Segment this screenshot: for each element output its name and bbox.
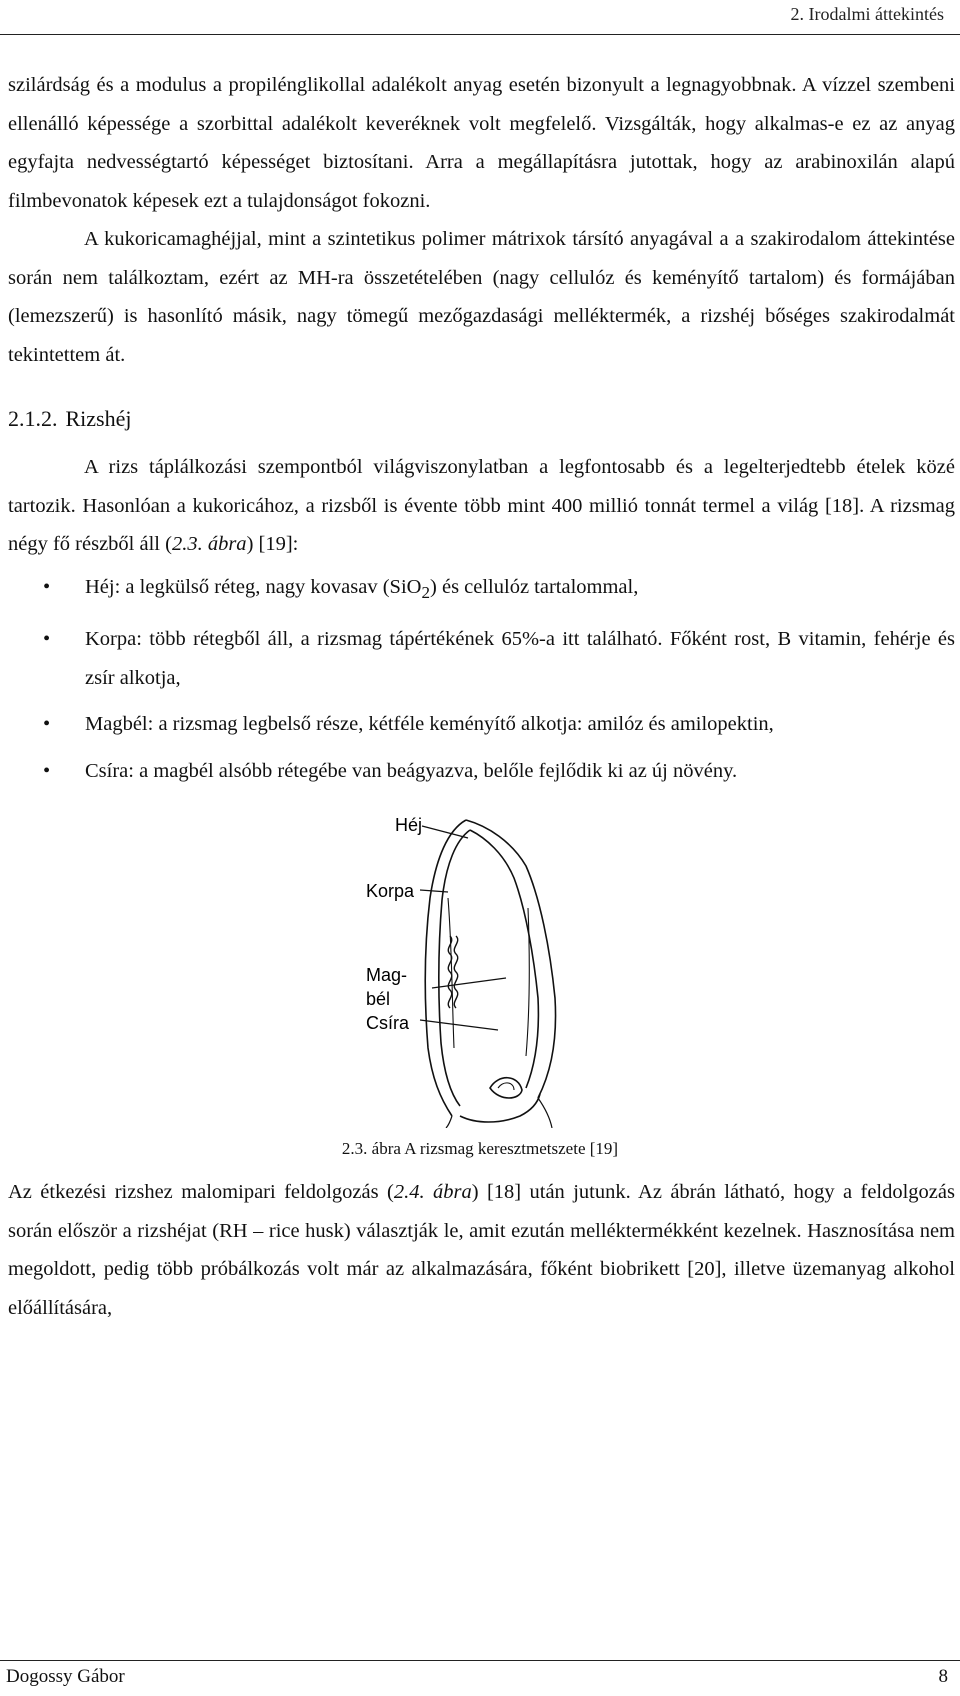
list-item-text: Héj: a legkülső réteg, nagy kovasav (SiO (85, 575, 422, 598)
label-mag: Mag- (366, 965, 408, 986)
rice-grain-figure (0, 798, 960, 1173)
figure-reference: 2.3. ábra (171, 533, 247, 555)
paragraph-1: szilárdság és a modulus a propilénglikollal adalékolt anyag esetén bizonyult a legnagyobbnak. A vízzel szembeni ellenálló képessége a szorbittal adalékolt keveréknek volt megfelelő. Vizsgálták, hogy alkalmas-e ez az anyag egyfajta nedvességtartó képességet biztosítani. Arra a megállapításra jutottak, hogy az arabinoxilán alapú filmbevonatok képesek ezt a tulajdonságot fokozni. (8, 74, 955, 212)
section-title: Rizshéj (65, 406, 132, 431)
list-item-text: Csíra: a magbél alsóbb rétegébe van beágyazva, belőle fejlődik ki az új növény. (85, 759, 738, 782)
chapter-title: 2. Irodalmi áttekintés (790, 4, 944, 24)
bullet-icon: • (43, 713, 51, 736)
bullet-icon: • (43, 628, 51, 651)
paragraph-4 (8, 1173, 955, 1327)
page-number: 8 (938, 1666, 948, 1687)
label-korpa: Korpa (366, 881, 415, 902)
list-item (8, 705, 955, 744)
footer-rule (0, 1660, 960, 1661)
paragraph-3-end: ) [19]: (246, 533, 299, 555)
list-item (8, 568, 955, 613)
subscript: 2 (421, 582, 431, 602)
paragraph-3-text: A rizs táplálkozási szempontból világviszonylatban a legfontosabb és a legelterjedtebb ételek közé tartozik. Hasonlóan a kukoricához, a rizsből is évente több mint 400 millió tonnát termel a világ [18]. A rizsmag négy fő részből áll ( (8, 456, 955, 555)
paragraph-4-end: ) [18] után jutunk. Az ábrán látható, hogy a feldolgozás során először a rizshéjat (RH – rice husk) választják le, amit ezután melléktermékként kezelnek. Hasznosítása nem megoldott, pedig több próbálkozás volt már az alkalmazására, főként biobrikett [20], illetve üzemanyag alkohol előállítására, (8, 1181, 955, 1319)
list-item (8, 620, 955, 697)
figure-caption: 2.3. ábra A rizsmag keresztmetszete [19] (341, 1139, 619, 1159)
list-item-text: Korpa: több rétegből áll, a rizsmag tápértékének 65%-a itt található. Főként rost, B vitamin, fehérje és zsír alkotja, (85, 628, 955, 689)
label-csira: Csíra (366, 1013, 410, 1034)
paragraph-4-text: Az étkezési rizshez malomipari feldolgozás ( (8, 1181, 394, 1204)
bullet-icon: • (43, 759, 51, 782)
page-body (8, 66, 955, 1327)
page-header (0, 0, 960, 36)
paragraph-3 (8, 448, 955, 564)
footer-author: Dogossy Gábor (6, 1666, 125, 1687)
paragraph-2: A kukoricamaghéjjal, mint a szintetikus polimer mátrixok társító anyagával a a szakirodalom áttekintése során nem találkoztam, ezért az MH-ra összetételében (nagy cellulóz és keményítő tartalom) és formájában (lemezszerű) is hasonlító másik, nagy tömegű mezőgazdasági melléktermék, a rizshéj bőséges szakirodalmát tekintettem át. (8, 228, 955, 366)
list-item-text: ) és cellulóz tartalommal, (430, 575, 639, 598)
header-rule (0, 34, 960, 35)
list-item-text: Magbél: a rizsmag legbelső része, kétféle keményítő alkotja: amilóz és amilopektin, (85, 713, 774, 736)
label-bel: bél (366, 989, 391, 1010)
label-hej: Héj (395, 815, 423, 836)
bullet-icon: • (43, 575, 51, 598)
section-number: 2.1.2. (8, 406, 58, 431)
list-item (8, 752, 955, 791)
section-heading (8, 404, 955, 434)
bullet-list (8, 568, 955, 791)
figure-reference: 2.4. ábra (393, 1181, 472, 1204)
rice-grain-diagram (0, 798, 960, 1128)
